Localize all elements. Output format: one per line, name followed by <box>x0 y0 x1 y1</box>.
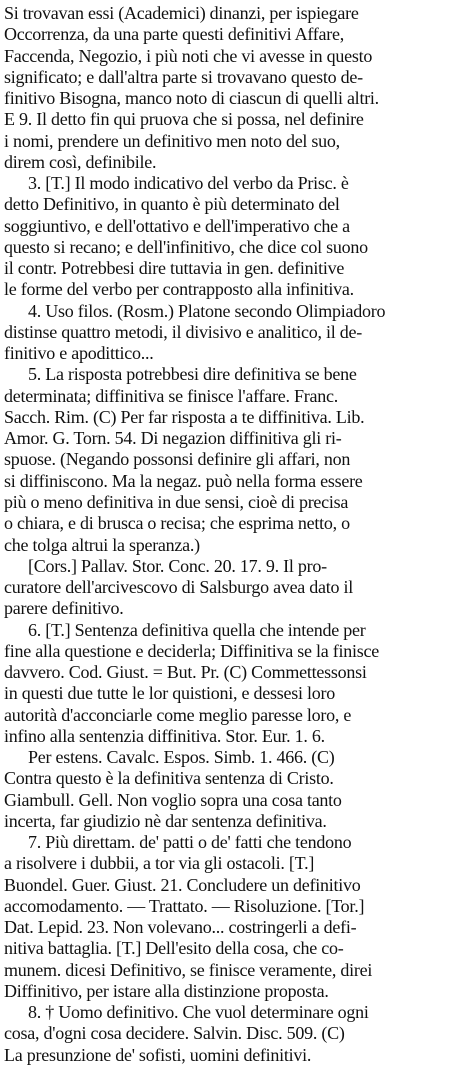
text-line: cosa, d'ogni cosa decidere. Salvin. Disc. 509. (C) <box>4 1023 345 1044</box>
text-line: 3. [T.] Il modo indicativo del verbo da Prisc. è <box>28 173 349 194</box>
text-line: finitivo Bisogna, manco noto di ciascun di quelli altri. <box>4 88 379 109</box>
text-line: E 9. Il detto fin qui pruova che si possa, nel definire <box>4 109 364 130</box>
text-line: Amor. G. Torn. 54. Di negazion diffinitiva gli ri- <box>4 428 342 449</box>
text-line: significato; e dall'altra parte si trovavano questo de- <box>4 66 363 87</box>
text-line: Faccenda, Negozio, i più noti che vi avesse in questo <box>4 45 373 66</box>
text-line: nitiva battaglia. [T.] Dell'esito della cosa, che co- <box>4 938 344 959</box>
text-line: 8. † Uomo definitivo. Che vuol determinare ogni <box>28 1002 369 1023</box>
text-line: soggiuntivo, e dell'ottativo e dell'imperativo che a <box>4 215 350 236</box>
document-page <box>4 1 472 1065</box>
text-line: Contra questo è la definitiva sentenza di Cristo. <box>4 768 334 789</box>
text-line: incerta, far giudizio nè dar sentenza definitiva. <box>4 810 327 831</box>
text-line: 6. [T.] Sentenza definitiva quella che intende per <box>28 619 366 640</box>
text-line: fine alla questione e deciderla; Diffinitiva se la finisce <box>4 640 380 661</box>
text-line: 5. La risposta potrebbesi dire definitiva se bene <box>28 364 357 385</box>
text-line: distinse quattro metodi, il divisivo e analitico, il de- <box>4 321 362 342</box>
text-line: [Cors.] Pallav. Stor. Conc. 20. 17. 9. Il pro- <box>28 555 327 576</box>
text-line: Occorrenza, da una parte questi definitivi Affare, <box>4 24 345 45</box>
text-line: La presunzione de' sofisti, uomini definitivi. <box>4 1044 312 1065</box>
text-line: autorità d'acconciarle come meglio paresse loro, e <box>4 704 352 725</box>
text-line: si diffiniscono. Ma la negaz. può nella forma essere <box>4 470 363 491</box>
text-line: più o meno definitiva in due sensi, cioè di precisa <box>4 491 349 512</box>
text-line: questo si recano; e dell'infinitivo, che dice col suono <box>4 236 368 257</box>
text-line: il contr. Potrebbesi dire tuttavia in gen. definitive <box>4 258 345 279</box>
text-line: Si trovavan essi (Academici) dinanzi, per ispiegare <box>4 3 359 23</box>
text-line: Dat. Lepid. 23. Non volevano... costringerli a defi- <box>4 917 357 938</box>
text-line: davvero. Cod. Giust. = But. Pr. (C) Commettessonsi <box>4 662 367 683</box>
text-line: curatore dell'arcivescovo di Salsburgo avea dato il <box>4 577 354 598</box>
text-line: parere definitivo. <box>4 598 124 619</box>
text-line: finitivo e apodittico... <box>4 343 154 364</box>
text-line: Diffinitivo, per istare alla distinzione proposta. <box>4 980 329 1001</box>
text-line: a risolvere i dubbii, a tor via gli ostacoli. [T.] <box>4 853 315 874</box>
text-line: i nomi, prendere un definitivo men noto del suo, <box>4 130 340 151</box>
text-line: o chiara, e di brusca o recisa; che esprima netto, o <box>4 513 350 534</box>
text-line: Giambull. Gell. Non voglio sopra una cosa tanto <box>4 789 342 810</box>
text-line: munem. dicesi Definitivo, se finisce veramente, direi <box>4 959 373 980</box>
text-line: che tolga altrui la speranza.) <box>4 534 200 555</box>
text-line: determinata; diffinitiva se finisce l'affare. Franc. <box>4 385 338 406</box>
text-line: 4. Uso filos. (Rosm.) Platone secondo Olimpiadoro <box>28 300 386 321</box>
text-line: detto Definitivo, in quanto è più determinato del <box>4 194 340 215</box>
text-line: Buondel. Guer. Giust. 21. Concludere un definitivo <box>4 874 361 895</box>
text-line: infino alla sentenzia diffinitiva. Stor. Eur. 1. 6. <box>4 725 325 746</box>
text-line: le forme del verbo per contrapposto alla infinitiva. <box>4 279 354 300</box>
text-line: in questi due tutte le lor quistioni, e dessesi loro <box>4 683 335 704</box>
text-line: direm così, definibile. <box>4 151 157 172</box>
text-line: spuose. (Negando possonsi definire gli affari, non <box>4 449 351 470</box>
text-line: accomodamento. — Trattato. — Risoluzione. [Tor.] <box>4 895 365 916</box>
text-line: Sacch. Rim. (C) Per far risposta a te diffinitiva. Lib. <box>4 406 365 427</box>
text-line: 7. Più direttam. de' patti o de' fatti che tendono <box>28 832 352 853</box>
text-line: Per estens. Cavalc. Espos. Simb. 1. 466. (C) <box>28 747 335 768</box>
